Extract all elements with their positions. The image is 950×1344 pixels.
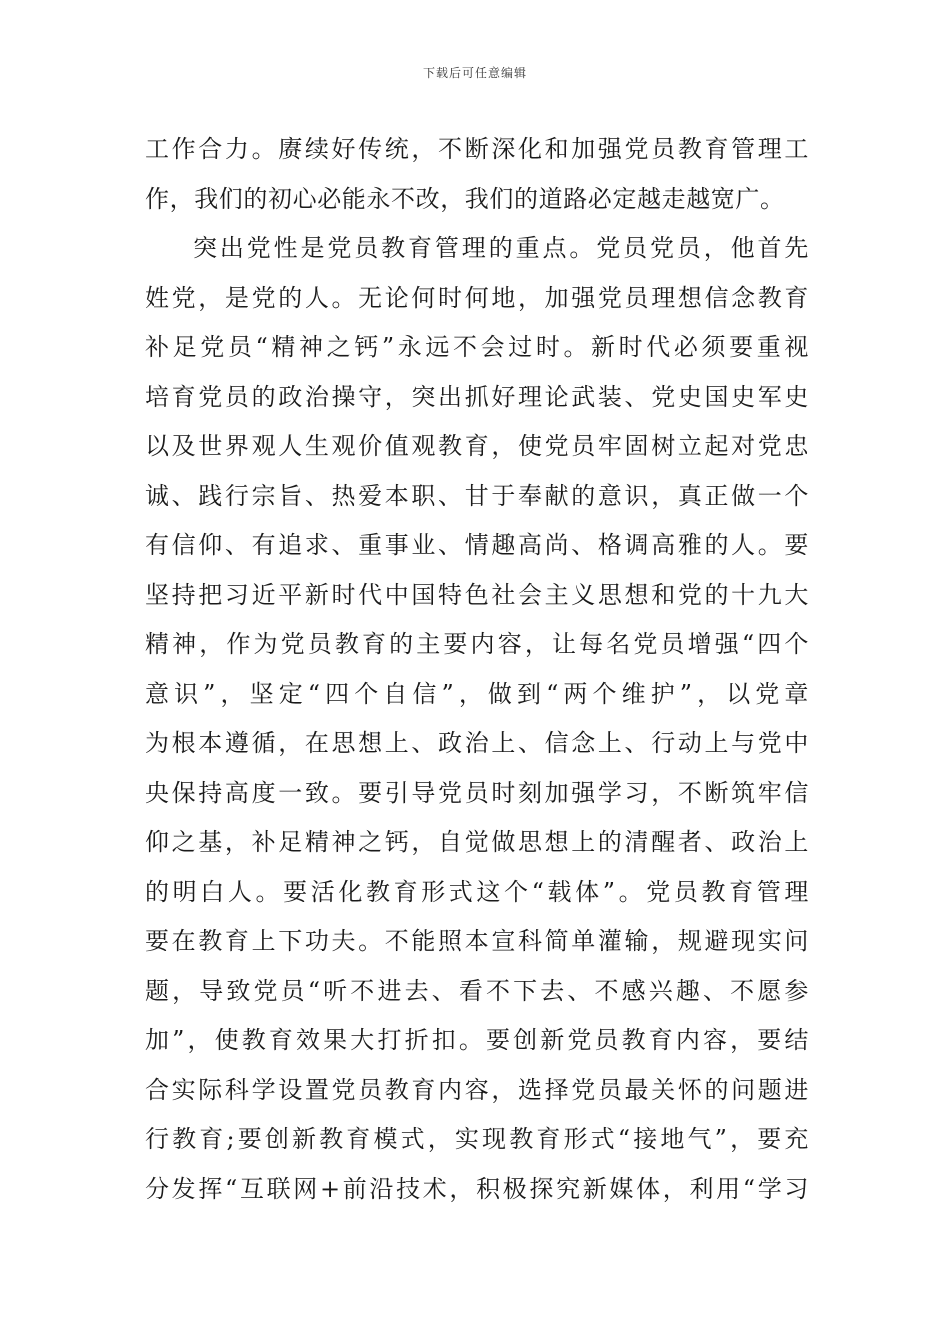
text-line: 要在教育上下功夫。不能照本宣科简单灌输，规避现实问	[145, 927, 809, 955]
text-line: 诚、践行宗旨、热爱本职、甘于奉献的意识，真正做一个	[145, 481, 809, 510]
text-line: 补足党员“精神之钙”永远不会过时。新时代必须要重视	[145, 333, 809, 361]
text-line: 以及世界观人生观价值观教育，使党员牢固树立起对党忠	[145, 432, 809, 460]
text-line: 坚持把习近平新时代中国特色社会主义思想和党的十九大	[145, 580, 809, 609]
text-line: 工作合力。赓续好传统，不断深化和加强党员教育管理工	[145, 135, 809, 163]
paragraph-2	[145, 224, 809, 1264]
text-line: 行教育;要创新教育模式，实现教育形式“接地气”，要充	[145, 1125, 809, 1153]
text-line: 培育党员的政治操守，突出抓好理论武装、党史国史军史	[145, 382, 809, 411]
text-line: 分发挥“互联网+前沿技术，积极探究新媒体，利用“学习	[145, 1174, 809, 1203]
text-line: 有信仰、有追求、重事业、情趣高尚、格调高雅的人。要	[145, 531, 809, 559]
text-line: 意识”，坚定“四个自信”，做到“两个维护”，以党章	[145, 679, 809, 708]
text-line: 为根本遵循，在思想上、政治上、信念上、行动上与党中	[145, 729, 809, 757]
text-line	[145, 1214, 809, 1264]
text-line: 加”，使教育效果大打折扣。要创新党员教育内容，要结	[145, 1026, 809, 1054]
text-line: 突出党性是党员教育管理的重点。党员党员，他首先	[193, 234, 809, 262]
page-header: 下载后可任意编辑	[422, 66, 527, 80]
document-body	[145, 125, 809, 1264]
text-line: 仰之基，补足精神之钙，自觉做思想上的清醒者、政治上	[145, 828, 809, 856]
text-line: 姓党，是党的人。无论何时何地，加强党员理想信念教育	[145, 283, 809, 312]
text-line: 题，导致党员“听不进去、看不下去、不感兴趣、不愿参	[145, 976, 809, 1005]
text-line: 央保持高度一致。要引导党员时刻加强学习，不断筑牢信	[145, 778, 809, 807]
paragraph-1	[145, 125, 809, 224]
text-line: 的明白人。要活化教育形式这个“载体”。党员教育管理	[145, 877, 809, 906]
text-line: 合实际科学设置党员教育内容，选择党员最关怀的问题进	[145, 1075, 809, 1104]
text-line: 精神，作为党员教育的主要内容，让每名党员增强“四个	[145, 630, 809, 658]
text-line: 作，我们的初心必能永不改，我们的道路必定越走越宽广。	[145, 184, 785, 213]
